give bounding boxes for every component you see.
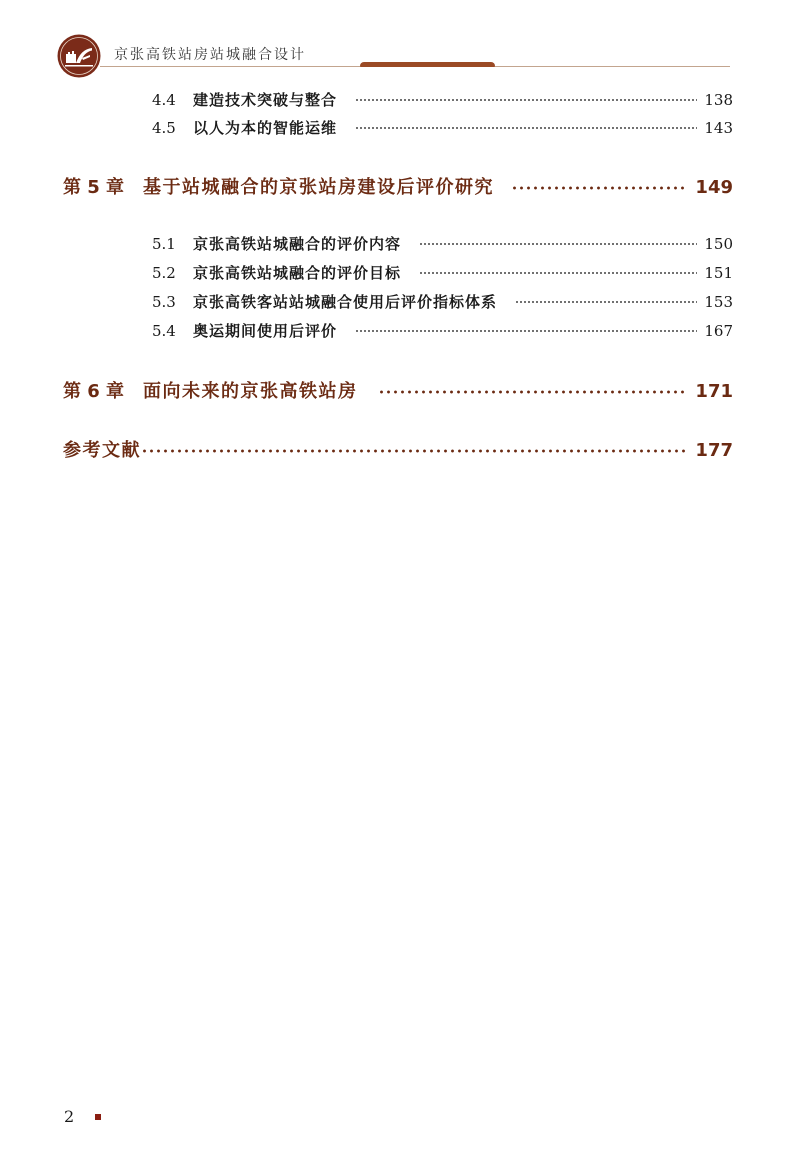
section-number: 5.4 bbox=[152, 322, 176, 340]
chapter-title: 面向未来的京张高铁站房 bbox=[143, 381, 358, 402]
references-title: 参考文献 bbox=[63, 440, 141, 461]
chapter-label: 第 5 章 bbox=[63, 177, 125, 198]
header-tab bbox=[360, 62, 495, 67]
section-number: 5.1 bbox=[152, 235, 176, 253]
section-title: 京张高铁站城融合的评价内容 bbox=[193, 235, 402, 253]
page-number: 143 bbox=[704, 119, 733, 137]
toc-entry-4-5[interactable] bbox=[152, 118, 733, 138]
toc-entry-5-3[interactable] bbox=[152, 292, 733, 312]
toc-references[interactable] bbox=[63, 439, 733, 463]
page-number: 167 bbox=[704, 322, 733, 340]
section-title: 奥运期间使用后评价 bbox=[193, 322, 338, 340]
page-number: 177 bbox=[695, 440, 733, 461]
leader-dots bbox=[419, 241, 697, 247]
section-title: 建造技术突破与整合 bbox=[193, 91, 338, 109]
chapter-title: 基于站城融合的京张站房建设后评价研究 bbox=[143, 177, 494, 198]
section-number: 5.2 bbox=[152, 264, 176, 282]
toc-entry-5-4[interactable] bbox=[152, 321, 733, 341]
section-title: 京张高铁客站站城融合使用后评价指标体系 bbox=[193, 293, 498, 311]
page-number: 151 bbox=[704, 264, 733, 282]
page-number: 171 bbox=[695, 381, 733, 402]
leader-dots bbox=[419, 270, 697, 276]
book-seal-icon bbox=[57, 34, 101, 78]
toc-chapter-5[interactable] bbox=[63, 176, 733, 200]
footer-square-marker bbox=[95, 1114, 101, 1120]
leader-dots bbox=[141, 448, 686, 454]
section-title: 以人为本的智能运维 bbox=[193, 119, 338, 137]
leader-dots bbox=[511, 185, 686, 191]
section-title: 京张高铁站城融合的评价目标 bbox=[193, 264, 402, 282]
page-number: 138 bbox=[704, 91, 733, 109]
footer-page-number: 2 bbox=[64, 1107, 75, 1126]
leader-dots bbox=[378, 389, 687, 395]
page-number: 153 bbox=[704, 293, 733, 311]
page-number: 149 bbox=[695, 177, 733, 198]
toc-entry-5-2[interactable] bbox=[152, 263, 733, 283]
toc-entry-5-1[interactable] bbox=[152, 234, 733, 254]
section-number: 4.4 bbox=[152, 91, 176, 109]
section-number: 5.3 bbox=[152, 293, 176, 311]
toc-entry-4-4[interactable] bbox=[152, 90, 733, 110]
section-number: 4.5 bbox=[152, 119, 176, 137]
book-title: 京张高铁站房站城融合设计 bbox=[114, 47, 306, 63]
leader-dots bbox=[515, 299, 697, 305]
toc-chapter-6[interactable] bbox=[63, 380, 733, 404]
leader-dots bbox=[355, 125, 697, 131]
chapter-label: 第 6 章 bbox=[63, 381, 125, 402]
leader-dots bbox=[355, 97, 697, 103]
leader-dots bbox=[355, 328, 697, 334]
page-number: 150 bbox=[704, 235, 733, 253]
